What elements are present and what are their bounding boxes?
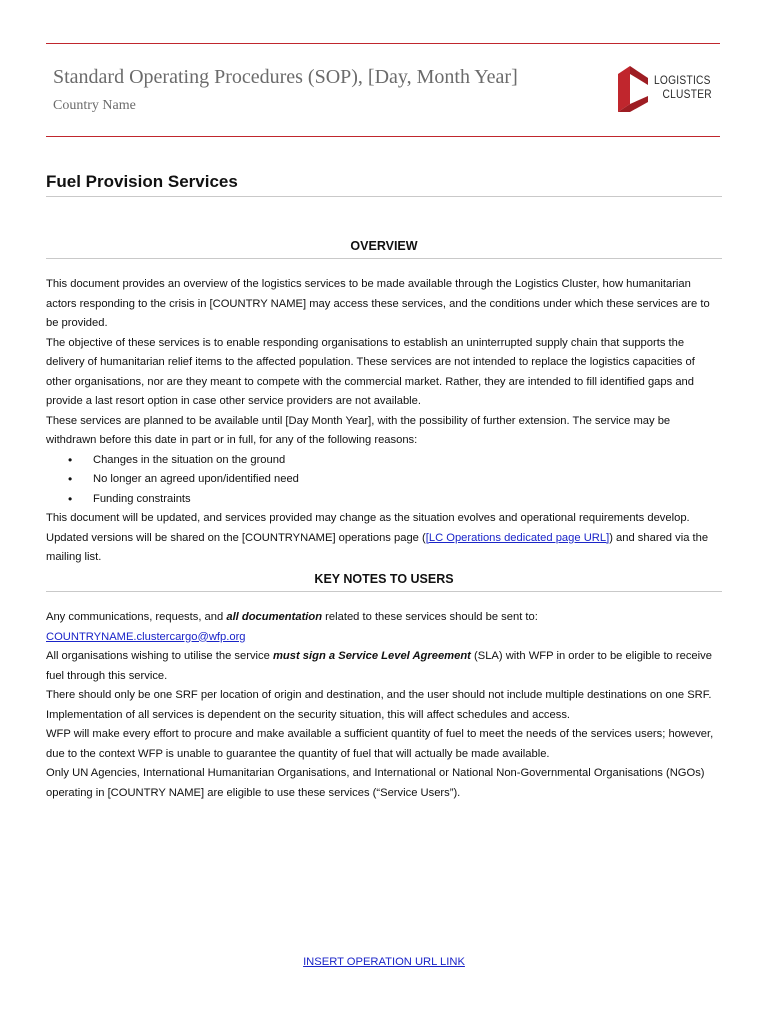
title-underline bbox=[46, 196, 722, 197]
paragraph-4-text-start: This document will be updated, and services provided may change as the situation evolves and operational requirements develop. Updated versions will be shared on the [COUNTRYNAME] operations page ( bbox=[46, 512, 690, 544]
overview-section bbox=[46, 275, 722, 568]
key-note-6: Only UN Agencies, International Humanitarian Organisations, and International or National Non-Governmental Organisations (NGOs) operating in [COUNTRY NAME] are eligible to use these services (“Service Users”). bbox=[46, 767, 705, 799]
operation-url-link[interactable]: INSERT OPERATION URL LINK bbox=[303, 956, 465, 968]
list-item: • Funding constraints bbox=[46, 490, 722, 510]
key-notes-heading: KEY NOTES TO USERS bbox=[314, 572, 454, 586]
logistics-cluster-logo bbox=[618, 66, 718, 114]
document-header-country: Country Name bbox=[53, 98, 136, 113]
header-bottom-rule bbox=[46, 136, 720, 137]
footer bbox=[0, 956, 768, 968]
key-note-1-start: Any communications, requests, and bbox=[46, 611, 227, 623]
key-note-3: There should only be one SRF per location of origin and destination, and the user should not include multiple destinations on one SRF. bbox=[46, 689, 712, 701]
paragraph-4-text-end: ) and shared via the mailing list. bbox=[46, 531, 709, 563]
key-note-2 bbox=[46, 647, 722, 686]
key-note-1-end: related to these services should be sent to: bbox=[322, 611, 538, 623]
operations-page-link[interactable]: [LC Operations dedicated page URL] bbox=[425, 531, 610, 544]
key-note-5: WFP will make every effort to procure and make available a sufficient quantity of fuel to meet the needs of the services users; however, due to the context WFP is unable to guarantee the quantity of fuel that will actually be made available. bbox=[46, 728, 714, 760]
overview-heading-rule bbox=[46, 258, 722, 259]
overview-paragraph-4 bbox=[46, 509, 722, 568]
cluster-email-link[interactable]: COUNTRYNAME.clustercargo@wfp.org bbox=[46, 630, 246, 643]
document-title: Fuel Provision Services bbox=[46, 172, 238, 191]
key-note-2-emphasis: must sign a Service Level Agreement bbox=[272, 650, 471, 662]
key-notes-heading-rule bbox=[46, 591, 722, 592]
key-note-1-emphasis: all documentation bbox=[226, 611, 323, 623]
list-item: • Changes in the situation on the ground bbox=[46, 451, 722, 471]
document-header-title: Standard Operating Procedures (SOP), [Day, Month Year] bbox=[53, 66, 518, 88]
withdrawal-reasons-list bbox=[46, 451, 722, 510]
overview-paragraph-3: These services are planned to be available until [Day Month Year], with the possibility of further extension. The service may be withdrawn before this date in part or in full, for any of the following reasons: bbox=[46, 414, 671, 446]
logistics-cluster-logo-icon bbox=[618, 66, 650, 114]
list-item: • No longer an agreed upon/identified need bbox=[46, 470, 722, 490]
logo-wordmark bbox=[654, 73, 712, 101]
key-note-4: Implementation of all services is dependent on the security situation, this will affect schedules and access. bbox=[46, 708, 571, 721]
key-notes-section bbox=[46, 608, 722, 803]
logo-line-2: CLUSTER bbox=[662, 87, 712, 101]
email-line bbox=[46, 628, 722, 648]
key-note-1 bbox=[46, 608, 722, 628]
logo-line-1: LOGISTICS bbox=[654, 73, 711, 87]
key-note-2-start: All organisations wishing to utilise the service bbox=[46, 650, 273, 662]
overview-heading: OVERVIEW bbox=[350, 239, 418, 253]
overview-paragraph-2: The objective of these services is to enable responding organisations to establish an uninterrupted supply chain that supports the delivery of humanitarian relief items to the affected population. These services are not intended to replace the logistics capacities of other organisations, nor are they meant to compete with the commercial market. Rather, they are intended to fill identified gaps and provide a last resort option in case other service providers are not available. bbox=[46, 336, 695, 407]
header-top-rule bbox=[46, 43, 720, 44]
key-note-2-end: (SLA) with WFP in order to be eligible to receive fuel through this service. bbox=[46, 650, 712, 682]
overview-paragraph-1: This document provides an overview of the logistics services to be made available through the Logistics Cluster, how humanitarian actors responding to the crisis in [COUNTRY NAME] may access these services, and the conditions under which these services are to be provided. bbox=[46, 278, 710, 329]
